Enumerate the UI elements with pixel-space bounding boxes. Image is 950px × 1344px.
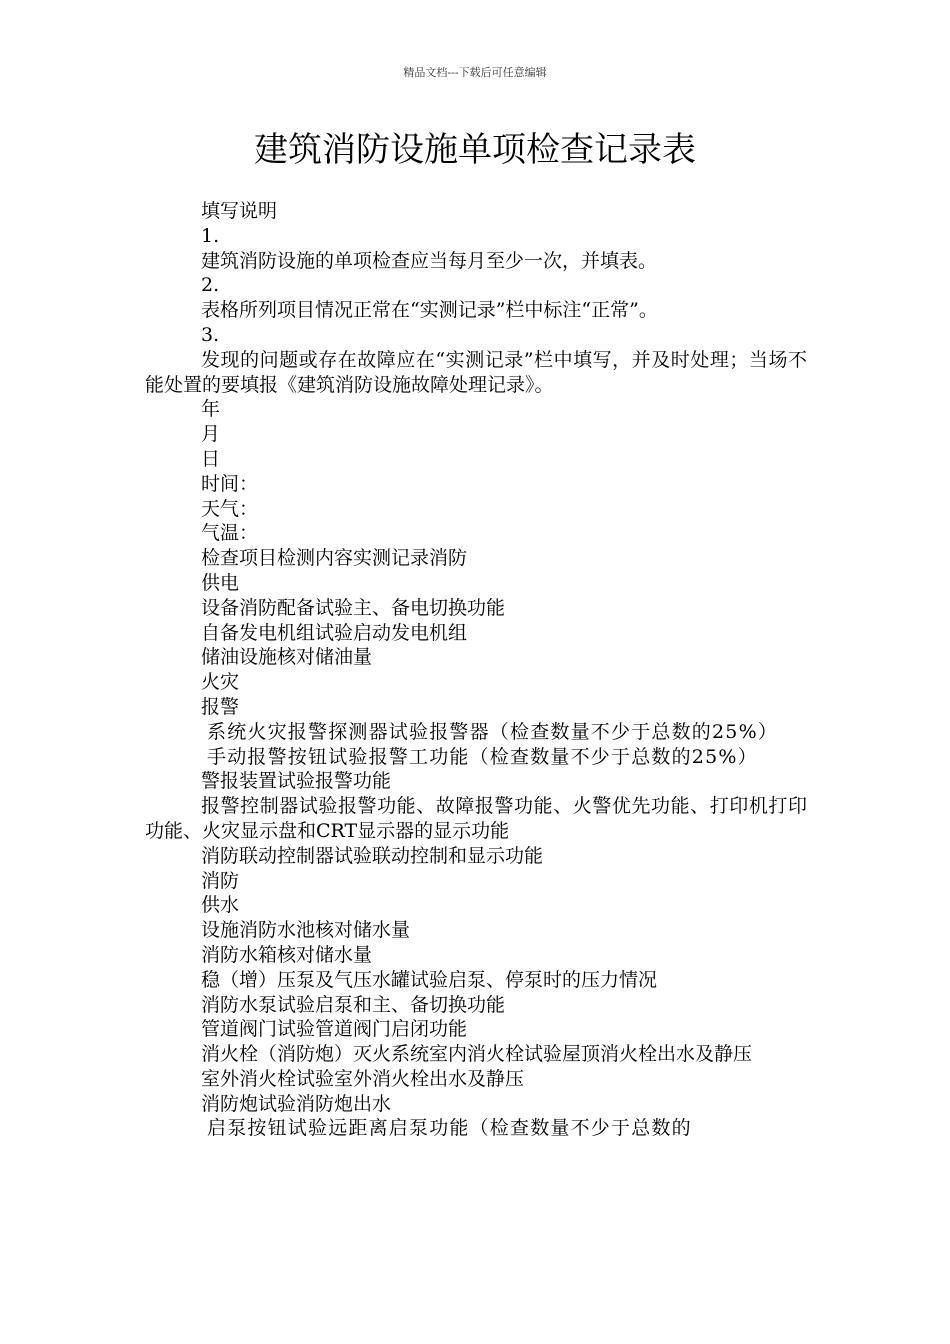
document-title: 建筑消防设施单项检查记录表 [254,130,696,170]
paragraph-alarm-device: 警报装置试验报警功能 [201,770,392,793]
paragraph-water-supply: 供水 [201,894,240,917]
paragraph-instruction-2: 表格所列项目情况正常在“实测记录”栏中标注“正常”。 [201,299,658,322]
paragraph-instruction-1: 建筑消防设施的单项检查应当每月至少一次，并填表。 [201,249,658,272]
paragraph-linkage-controller: 消防联动控制器试验联动控制和显示功能 [201,844,544,867]
paragraph-manual-button: 手动报警按钮试验报警工功能（检查数量不少于总数的25%） [207,745,758,768]
paragraph-power-switch: 设备消防配备试验主、备电切换功能 [201,596,506,619]
paragraph-item-number-1: 1. [201,224,220,247]
paragraph-hydrant-outdoor: 室外消火栓试验室外消火栓出水及静压 [201,1067,525,1090]
paragraph-temperature: 气温： [201,522,259,545]
paragraph-pipe-valve: 管道阀门试验管道阀门启闭功能 [201,1018,468,1041]
paragraph-weather: 天气： [201,497,259,520]
paragraph-power-supply: 供电 [201,571,240,594]
paragraph-alarm-controller: 报警控制器试验报警功能、故障报警功能、火警优先功能、打印机打印功能、火灾显示盘和CRT显示器的显示功能 [145,795,807,842]
document-body [145,199,807,1141]
paragraph-water-tank: 消防水箱核对储水量 [201,943,373,966]
paragraph-pressure-pump: 稳（增）压泵及气压水罐试验启泵、停泵时的压力情况 [201,968,658,991]
paragraph-detector: 系统火灾报警探测器试验报警器（检查数量不少于总数的25%） [207,720,779,743]
paragraph-item-number-3: 3. [201,323,220,346]
paragraph-fire: 火灾 [201,671,240,694]
paragraph-year: 年 [201,398,221,421]
paragraph-day: 日 [201,447,221,470]
paragraph-time: 时间： [201,472,259,495]
paragraph-hydrant-indoor: 消火栓（消防炮）灭火系统室内消火栓试验屋顶消火栓出水及静压 [201,1043,753,1066]
paragraph-generator: 自备发电机组试验启动发电机组 [201,621,468,644]
paragraph-item-number-2: 2. [201,274,220,297]
paragraph-month: 月 [201,423,221,446]
paragraph-instruction-3: 发现的问题或存在故障应在“实测记录”栏中填写，并及时处理；当场不能处置的要填报《建筑消防设施故障处理记录》。 [145,348,807,396]
paragraph-alarm: 报警 [201,695,240,718]
paragraph-fire-cannon: 消防炮试验消防炮出水 [201,1092,392,1115]
paragraph-instructions-heading: 填写说明 [201,200,278,222]
paragraph-fire-fighting: 消防 [201,869,240,892]
header-note: 精品文档---下载后可任意编辑 [403,66,547,79]
paragraph-fire-pump: 消防水泵试验启泵和主、备切换功能 [201,993,506,1016]
paragraph-pump-button: 启泵按钮试验远距离启泵功能（检查数量不少于总数的 [207,1117,692,1140]
paragraph-table-header: 检查项目检测内容实测记录消防 [201,547,468,570]
paragraph-oil-storage: 储油设施核对储油量 [201,646,373,669]
paragraph-water-pool: 设施消防水池核对储水量 [201,919,411,942]
